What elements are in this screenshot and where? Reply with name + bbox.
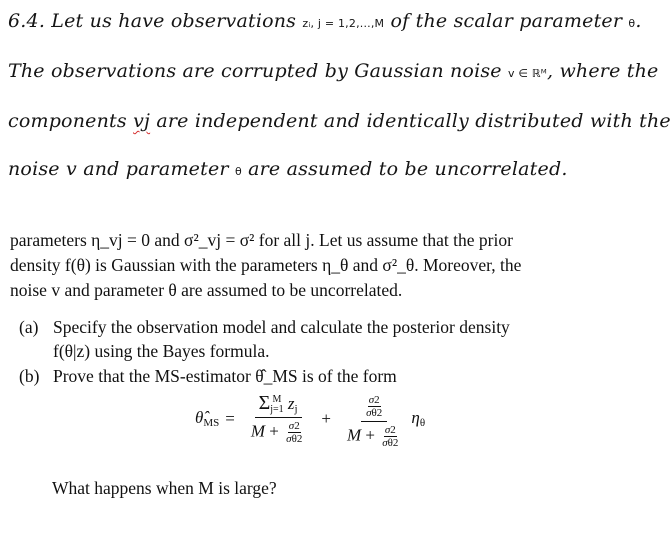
- hw4-theta: θ: [234, 165, 242, 178]
- item-a: [19, 315, 614, 363]
- item-b-text: Prove that the MS-estimator θ̂_MS is of the form: [53, 366, 397, 386]
- item-b: [19, 364, 614, 388]
- hw1-end: .: [635, 10, 642, 32]
- item-b-label: (b): [19, 366, 40, 386]
- closing-question: What happens when M is large?: [52, 478, 277, 498]
- hw2-vars: v ∈ ℝᴹ: [508, 67, 547, 80]
- ms-estimator-formula: [195, 388, 425, 449]
- handwritten-line-3: [8, 110, 671, 132]
- hw3-var-misspelled: vj: [133, 110, 151, 132]
- frac1-numerator: Σ M j=1 $z_j$: [255, 392, 302, 418]
- hw3-pre: components: [8, 110, 127, 132]
- hw1-tail: of the scalar parameter: [390, 10, 623, 32]
- hw1-theta: θ: [628, 17, 636, 30]
- frac2-numerator: $\frac{\sigma 2}{\sigma\theta 2}$: [361, 388, 387, 422]
- item-a-line1: Specify the observation model and calculate the posterior density: [53, 317, 510, 337]
- hw2-text: The observations are corrupted by Gaussian noise: [8, 60, 502, 82]
- para-line-2: density f(θ) is Gaussian with the parameters η_θ and σ²_θ. Moreover, the: [10, 255, 522, 275]
- hw4-var: v: [66, 158, 77, 180]
- formula-eta: $\eta_\theta$: [411, 408, 426, 429]
- printed-paragraph: [10, 228, 610, 303]
- para-line-3: noise v and parameter θ are assumed to be uncorrelated.: [10, 280, 403, 300]
- formula-frac-1: [247, 392, 309, 445]
- hw1-vars: zᵢ, j = 1,2,...,M: [302, 17, 385, 30]
- hw1-text: 6.4. Let us have observations: [8, 10, 297, 32]
- hw3-post: are independent and identically distributed with the: [156, 110, 671, 132]
- item-a-label: (a): [19, 317, 39, 337]
- hw4-post: are assumed to be uncorrelated.: [248, 158, 568, 180]
- formula-plus: +: [321, 408, 331, 428]
- hw4-mid: and parameter: [83, 158, 229, 180]
- formula-lhs: $\thetâ_{MS}$: [195, 408, 220, 429]
- frac1-denominator: M + $\frac{\sigma 2}{\sigma\theta 2}$: [250, 420, 303, 446]
- handwritten-line-2: [8, 60, 659, 82]
- item-a-line2: f(θ|z) using the Bayes formula.: [53, 341, 270, 361]
- formula-eq: =: [225, 408, 235, 428]
- handwritten-line-1: [8, 10, 642, 32]
- hw2-tail: , where the: [546, 60, 659, 82]
- hw4-pre: noise: [8, 158, 60, 180]
- para-line-1: parameters η_vj = 0 and σ²_vj = σ² for all j. Let us assume that the prior: [10, 230, 513, 250]
- frac2-denominator: M + $\frac{\sigma 2}{\sigma\theta 2}$: [346, 424, 399, 449]
- formula-frac-2: [343, 388, 405, 449]
- handwritten-line-4: [8, 158, 568, 180]
